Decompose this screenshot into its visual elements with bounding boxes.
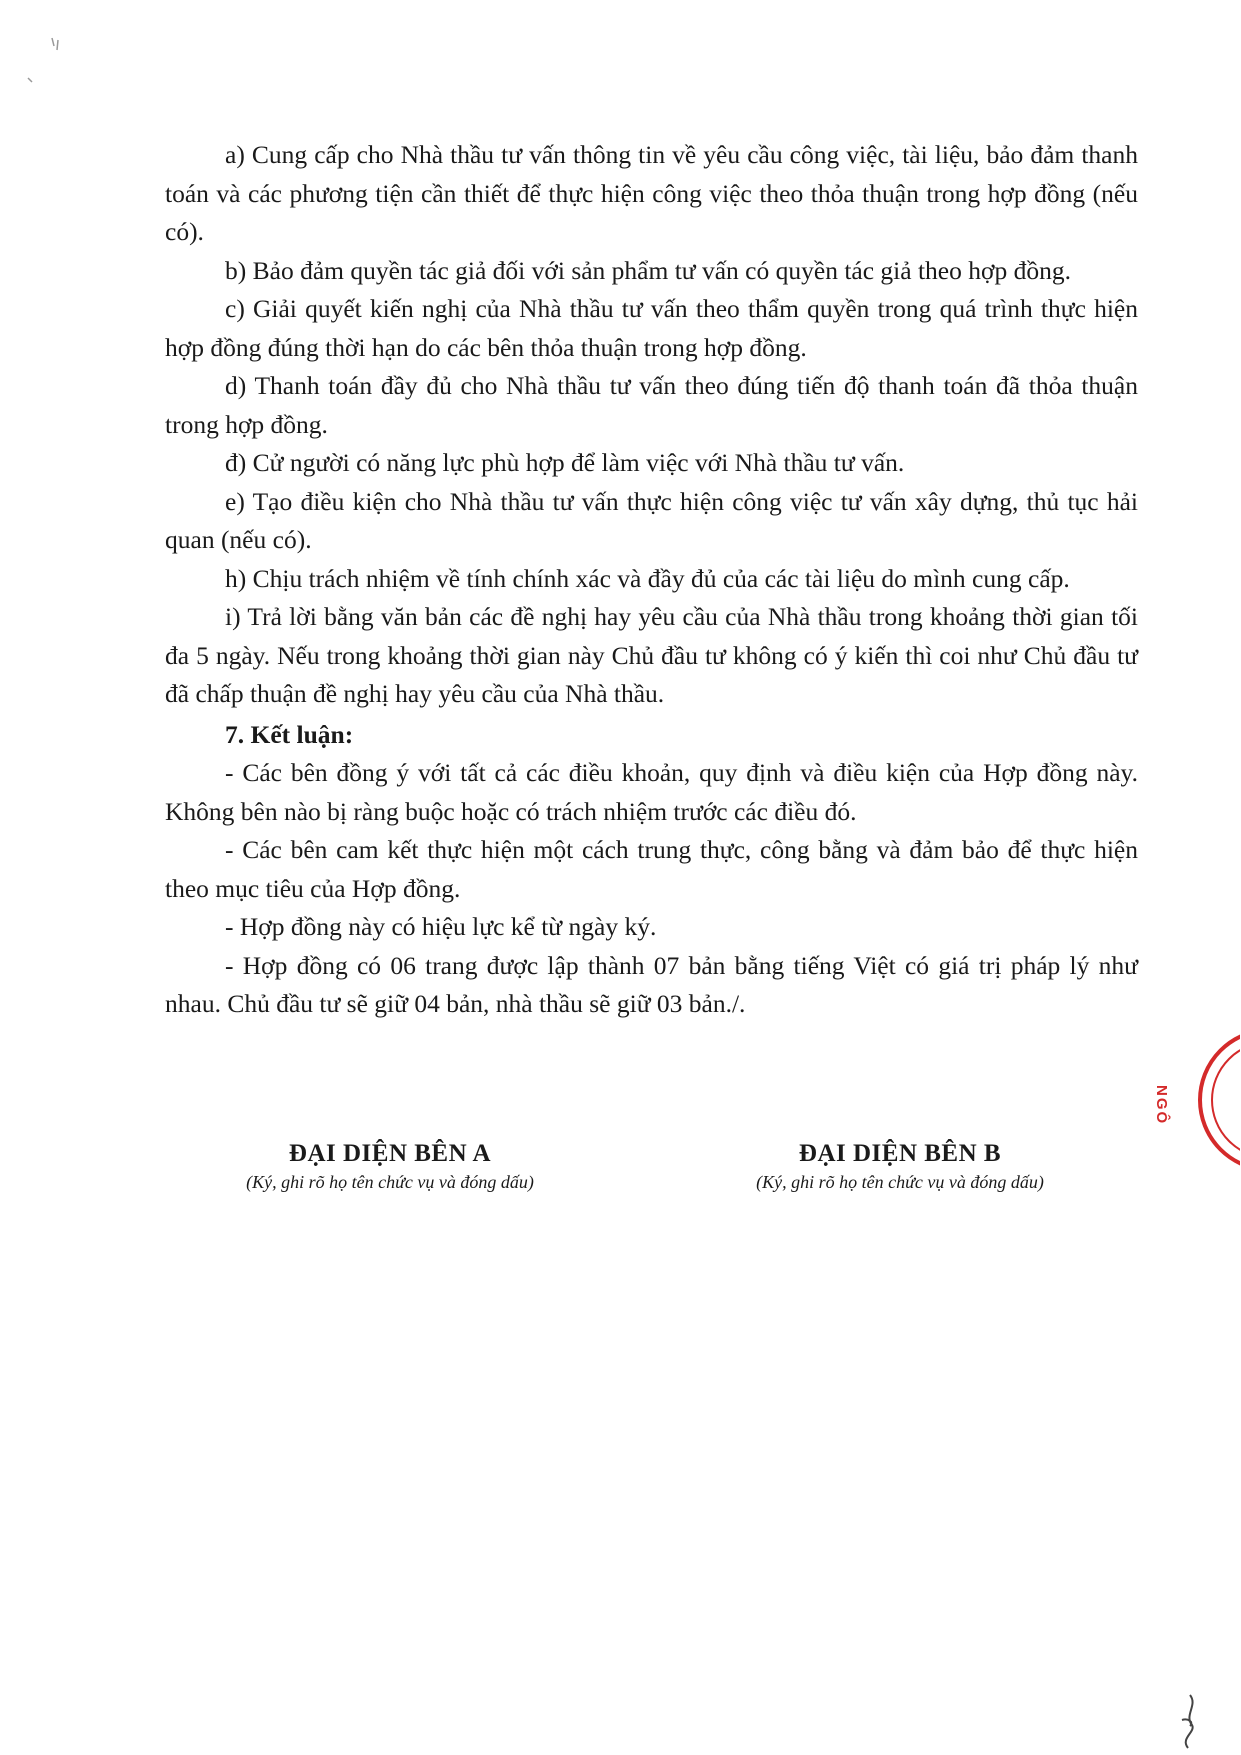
conclusion-item: - Các bên cam kết thực hiện một cách trung thực, công bằng và đảm bảo để thực hiện theo mục tiêu của Hợp đồng. bbox=[165, 835, 1138, 903]
signature-block-party-a bbox=[200, 1140, 580, 1193]
conclusion-heading: 7. Kết luận: bbox=[225, 719, 354, 749]
party-a-note: (Ký, ghi rõ họ tên chức vụ và đóng dấu) bbox=[246, 1172, 534, 1192]
clause-e: e) Tạo điều kiện cho Nhà thầu tư vấn thực hiện công việc tư vấn xây dựng, thủ tục hải quan (nếu có). bbox=[165, 486, 1138, 554]
party-b-note: (Ký, ghi rõ họ tên chức vụ và đóng dấu) bbox=[756, 1172, 1044, 1192]
clause-dd: đ) Cử người có năng lực phù hợp để làm việc với Nhà thầu tư vấn. bbox=[225, 448, 905, 477]
red-stamp-icon bbox=[1160, 1025, 1240, 1175]
document-body bbox=[165, 136, 1138, 1024]
signature-block-party-b bbox=[700, 1140, 1100, 1193]
conclusion-item: - Hợp đồng có 06 trang được lập thành 07 bản bằng tiếng Việt có giá trị pháp lý như nhau. Chủ đầu tư sẽ giữ 04 bản, nhà thầu sẽ giữ 03 bản./. bbox=[165, 950, 1138, 1018]
conclusion-item: - Các bên đồng ý với tất cả các điều khoản, quy định và điều kiện của Hợp đồng này. Không bên nào bị ràng buộc hoặc có trách nhiệm trước các điều đó. bbox=[165, 758, 1138, 826]
clause-a: a) Cung cấp cho Nhà thầu tư vấn thông tin về yêu cầu công việc, tài liệu, bảo đảm thanh toán và các phương tiện cần thiết để thực hiện công việc theo thỏa thuận trong hợp đồng (nếu có). bbox=[165, 140, 1138, 246]
stamp-text: NGÔ bbox=[1153, 1085, 1170, 1126]
clause-c: c) Giải quyết kiến nghị của Nhà thầu tư vấn theo thẩm quyền trong quá trình thực hiện hợp đồng đúng thời hạn do các bên thỏa thuận trong hợp đồng. bbox=[165, 294, 1138, 362]
party-b-title: ĐẠI DIỆN BÊN B bbox=[798, 1140, 1002, 1167]
conclusion-item: - Hợp đồng này có hiệu lực kể từ ngày ký. bbox=[225, 912, 657, 941]
clause-b: b) Bảo đảm quyền tác giả đối với sản phẩm tư vấn có quyền tác giả theo hợp đồng. bbox=[225, 255, 1071, 285]
party-a-title: ĐẠI DIỆN BÊN A bbox=[288, 1140, 492, 1167]
clause-d: d) Thanh toán đầy đủ cho Nhà thầu tư vấn theo đúng tiến độ thanh toán đã thỏa thuận trong hợp đồng. bbox=[165, 371, 1138, 439]
clause-i: i) Trả lời bằng văn bản các đề nghị hay yêu cầu của Nhà thầu trong khoảng thời gian tối đa 5 ngày. Nếu trong khoảng thời gian này Chủ đầu tư không có ý kiến thì coi như Chủ đầu tư đã chấp thuận đề nghị hay yêu cầu của Nhà thầu. bbox=[165, 602, 1138, 708]
initial-signature-icon bbox=[1170, 1690, 1210, 1750]
scan-mark-icon bbox=[20, 30, 70, 90]
clause-h: h) Chịu trách nhiệm về tính chính xác và đầy đủ của các tài liệu do mình cung cấp. bbox=[225, 563, 1070, 593]
